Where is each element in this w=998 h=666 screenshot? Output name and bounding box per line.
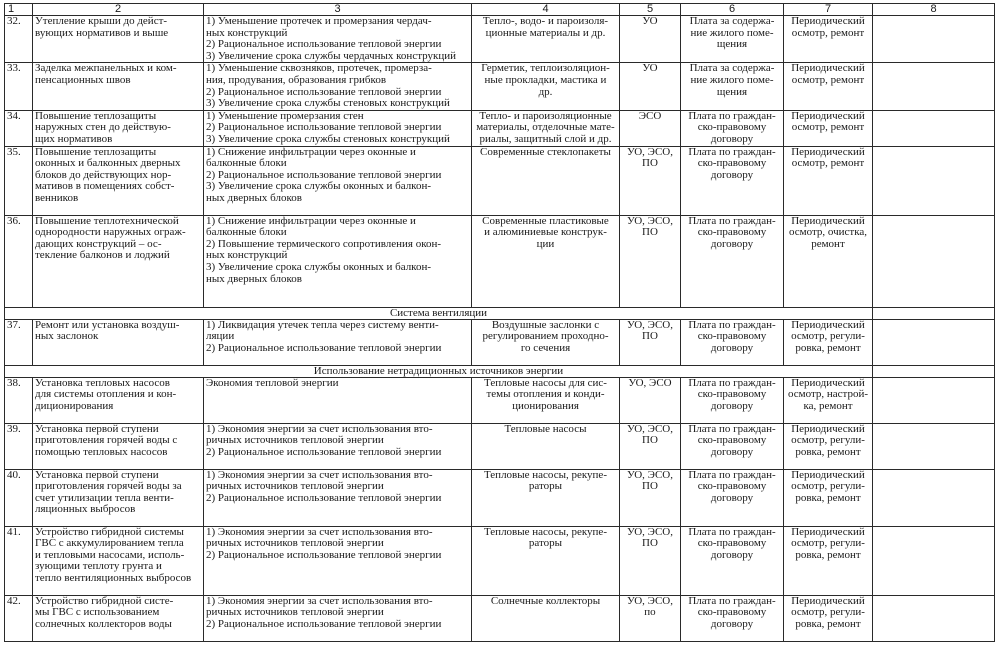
- empty-cell: [873, 595, 995, 641]
- cell-text-line: и алюминиевые конструк-: [484, 226, 607, 239]
- empty-cell: [873, 307, 995, 319]
- cell-text-line: Плата по граждан-: [688, 146, 776, 158]
- cell-text-line: регулированием проходно-: [482, 330, 609, 343]
- funding-source-cell: [681, 469, 784, 526]
- cell-text-line: мы ГВС с использованием: [35, 606, 160, 619]
- cell-text-line: ляционных выбросов: [35, 503, 136, 516]
- materials-cell: [472, 526, 620, 595]
- funding-source-cell: [681, 215, 784, 307]
- executor-cell: [620, 319, 681, 365]
- control-cell: [784, 469, 873, 526]
- cell-text-line: Установка первой ступени: [35, 469, 159, 481]
- materials-cell: [472, 319, 620, 365]
- cell-text-line: текление балконов и лоджий: [35, 249, 170, 262]
- cell-text-line: ричных источников тепловой энергии: [206, 537, 384, 550]
- cell-text-line: Периодический: [791, 146, 865, 158]
- cell-text-line: осмотр, очистка,: [788, 226, 868, 239]
- column-number-3: 3: [204, 4, 472, 16]
- empty-cell: [873, 63, 995, 110]
- funding-source-cell: [681, 63, 784, 110]
- cell-text-line: ско-правовому: [697, 434, 767, 447]
- row-number-cell: 33.: [5, 63, 33, 110]
- cell-text-line: ПО: [642, 226, 658, 239]
- cell-text-line: ровка, ремонт: [795, 617, 861, 630]
- materials-cell: [472, 110, 620, 146]
- funding-source-cell: [681, 377, 784, 423]
- materials-cell: [472, 377, 620, 423]
- cell-text-line: раторы: [528, 480, 563, 493]
- cell-text-line: Тепловые насосы: [504, 423, 587, 435]
- cell-text-line: мативов в помещениях собст-: [35, 180, 175, 193]
- cell-text-line: ричных источников тепловой энергии: [206, 434, 384, 447]
- cell-text-line: ние жилого поме-: [690, 73, 774, 86]
- cell-text-line: Тепло- и пароизоляционные: [479, 110, 612, 122]
- row-number-cell: 32.: [5, 16, 33, 63]
- cell-text-line: Плата по граждан-: [688, 319, 776, 331]
- cell-text-line: Периодический: [791, 595, 865, 607]
- cell-text-line: 2) Рациональное использование тепловой энергии: [206, 491, 442, 504]
- control-cell: [784, 423, 873, 469]
- work-description-cell: [33, 377, 204, 423]
- cell-text-line: Тепло-, водо- и пароизоля-: [482, 15, 609, 27]
- effect-cell: [204, 595, 472, 641]
- cell-text-line: Повышение теплотехнической: [35, 215, 179, 227]
- cell-text-line: однородности наружных ограж-: [35, 226, 186, 239]
- effect-cell: [204, 63, 472, 110]
- cell-text-line: УО, ЭСО: [628, 377, 672, 389]
- cell-text-line: Герметик, теплоизоляцион-: [481, 62, 610, 75]
- cell-text-line: Периодический: [791, 526, 865, 538]
- cell-text-line: договору: [710, 445, 754, 458]
- cell-text-line: Ремонт или установка воздуш-: [35, 319, 180, 331]
- cell-text-line: договору: [710, 491, 754, 504]
- cell-text-line: Тепловые насосы, рекупе-: [484, 469, 607, 481]
- executor-cell: [620, 215, 681, 307]
- cell-text-line: го сечения: [520, 341, 571, 354]
- control-cell: [784, 526, 873, 595]
- cell-text-line: 1) Уменьшение протечек и промерзания чердач-: [206, 15, 432, 27]
- executor-cell: [620, 377, 681, 423]
- cell-text-line: ровка, ремонт: [795, 341, 861, 354]
- cell-text-line: ремонт: [811, 237, 845, 250]
- cell-text-line: Плата по граждан-: [688, 526, 776, 538]
- column-number-8: 8: [873, 4, 995, 16]
- cell-text-line: балконные блоки: [206, 157, 287, 170]
- cell-text-line: др.: [538, 85, 553, 98]
- cell-text-line: 2) Повышение термического сопротивления окон-: [206, 237, 442, 250]
- cell-text-line: Периодический: [791, 319, 865, 331]
- control-cell: [784, 16, 873, 63]
- cell-text-line: 2) Рациональное использование тепловой энергии: [206, 341, 442, 354]
- work-description-cell: [33, 469, 204, 526]
- empty-cell: [873, 365, 995, 377]
- cell-text-line: зующими теплоту грунта и: [35, 560, 162, 573]
- cell-text-line: темы отопления и конди-: [486, 388, 605, 401]
- materials-cell: [472, 146, 620, 215]
- cell-text-line: щения: [716, 85, 748, 98]
- control-cell: [784, 377, 873, 423]
- cell-text-line: ричных источников тепловой энергии: [206, 606, 384, 619]
- cell-text-line: Периодический: [791, 110, 865, 122]
- cell-text-line: осмотр, регули-: [791, 480, 865, 493]
- cell-text-line: Установка тепловых насосов: [35, 377, 170, 389]
- empty-cell: [873, 110, 995, 146]
- cell-text-line: помощью тепловых насосов: [35, 445, 168, 458]
- cell-text-line: ско-правовому: [697, 388, 767, 401]
- cell-text-line: 2) Рациональное использование тепловой энергии: [206, 38, 442, 51]
- cell-text-line: дающих конструкций – ос-: [35, 237, 162, 250]
- materials-cell: [472, 63, 620, 110]
- cell-text-line: ЭСО: [638, 110, 662, 122]
- cell-text-line: договору: [710, 548, 754, 561]
- table-row: [5, 377, 995, 423]
- empty-cell: [873, 423, 995, 469]
- cell-text-line: ния, продувания, образования грибков: [206, 73, 387, 86]
- cell-text-line: договору: [710, 237, 754, 250]
- cell-text-line: ГВС с аккумулированием тепла: [35, 537, 184, 550]
- cell-text-line: осмотр, ремонт: [791, 157, 865, 170]
- cell-text-line: Периодический: [791, 423, 865, 435]
- control-cell: [784, 110, 873, 146]
- effect-cell: [204, 16, 472, 63]
- cell-text-line: осмотр, регули-: [791, 434, 865, 447]
- cell-text-line: 1) Экономия энергии за счет использования вто-: [206, 469, 433, 481]
- funding-source-cell: [681, 319, 784, 365]
- cell-text-line: Установка первой ступени: [35, 423, 159, 435]
- cell-text-line: ско-правовому: [697, 480, 767, 493]
- empty-cell: [873, 469, 995, 526]
- cell-text-line: Периодический: [791, 469, 865, 481]
- cell-text-line: ПО: [642, 537, 658, 550]
- empty-cell: [873, 319, 995, 365]
- cell-text-line: Повышение теплозащиты: [35, 110, 157, 122]
- cell-text-line: договору: [710, 341, 754, 354]
- cell-text-line: и тепловыми насосами, исполь-: [35, 548, 185, 561]
- cell-text-line: ции: [536, 237, 555, 250]
- work-description-cell: [33, 319, 204, 365]
- cell-text-line: 3) Увеличение срока службы чердачных конструкций: [206, 49, 457, 62]
- cell-text-line: ровка, ремонт: [795, 445, 861, 458]
- cell-text-line: 2) Рациональное использование тепловой энергии: [206, 548, 442, 561]
- column-number-1: 1: [5, 4, 33, 16]
- effect-cell: [204, 526, 472, 595]
- cell-text-line: приготовления горячей воды с: [35, 434, 178, 447]
- cell-text-line: ных дверных блоков: [206, 272, 302, 285]
- executor-cell: [620, 63, 681, 110]
- cell-text-line: вующих нормативов и выше: [35, 26, 169, 39]
- cell-text-line: Периодический: [791, 62, 865, 75]
- executor-cell: [620, 469, 681, 526]
- cell-text-line: по: [644, 606, 656, 619]
- cell-text-line: 2) Рациональное использование тепловой энергии: [206, 121, 442, 134]
- row-number-cell: 39.: [5, 423, 33, 469]
- cell-text-line: 3) Увеличение срока службы оконных и балкон-: [206, 260, 432, 273]
- cell-text-line: ных конструкций: [206, 26, 288, 39]
- cell-text-line: осмотр, ремонт: [791, 121, 865, 134]
- cell-text-line: ка, ремонт: [803, 399, 853, 412]
- cell-text-line: УО, ЭСО,: [627, 595, 673, 607]
- cell-text-line: блоков до действующих нор-: [35, 168, 172, 181]
- cell-text-line: ных заслонок: [35, 330, 99, 343]
- section-title: Система вентиляции: [5, 307, 873, 319]
- materials-cell: [472, 423, 620, 469]
- cell-text-line: Плата за содержа-: [689, 62, 775, 75]
- cell-text-line: УО, ЭСО,: [627, 215, 673, 227]
- table-row: [5, 146, 995, 215]
- cell-text-line: договору: [710, 399, 754, 412]
- cell-text-line: осмотр, ремонт: [791, 26, 865, 39]
- cell-text-line: диционирования: [35, 399, 114, 412]
- table-row: [5, 215, 995, 307]
- executor-cell: [620, 16, 681, 63]
- empty-cell: [873, 377, 995, 423]
- work-description-cell: [33, 526, 204, 595]
- cell-text-line: солнечных коллекторов воды: [35, 617, 172, 630]
- cell-text-line: 3) Увеличение срока службы оконных и балкон-: [206, 180, 432, 193]
- cell-text-line: Плата по граждан-: [688, 423, 776, 435]
- column-number-2: 2: [33, 4, 204, 16]
- executor-cell: [620, 595, 681, 641]
- cell-text-line: ричных источников тепловой энергии: [206, 480, 384, 493]
- work-description-cell: [33, 595, 204, 641]
- cell-text-line: оконных и балконных дверных: [35, 157, 181, 170]
- cell-text-line: Плата за содержа-: [689, 15, 775, 27]
- measures-table: [4, 3, 995, 642]
- cell-text-line: наружных стен до действую-: [35, 121, 171, 134]
- row-number-cell: 36.: [5, 215, 33, 307]
- cell-text-line: ПО: [642, 330, 658, 343]
- control-cell: [784, 595, 873, 641]
- table-row: [5, 595, 995, 641]
- cell-text-line: Периодический: [791, 215, 865, 227]
- effect-cell: [204, 110, 472, 146]
- table-row: [5, 526, 995, 595]
- row-number-cell: 37.: [5, 319, 33, 365]
- effect-cell: [204, 146, 472, 215]
- cell-text-line: ных конструкций: [206, 249, 288, 262]
- cell-text-line: осмотр, регули-: [791, 537, 865, 550]
- table-row: [5, 110, 995, 146]
- control-cell: [784, 215, 873, 307]
- funding-source-cell: [681, 423, 784, 469]
- cell-text-line: УО, ЭСО,: [627, 319, 673, 331]
- table-row: [5, 469, 995, 526]
- cell-text-line: ционные материалы и др.: [485, 26, 606, 39]
- effect-cell: [204, 469, 472, 526]
- executor-cell: [620, 146, 681, 215]
- work-description-cell: [33, 423, 204, 469]
- materials-cell: [472, 215, 620, 307]
- cell-text-line: договору: [710, 617, 754, 630]
- cell-text-line: ПО: [642, 157, 658, 170]
- cell-text-line: Воздушные заслонки с: [491, 319, 600, 331]
- cell-text-line: осмотр, регули-: [791, 330, 865, 343]
- cell-text-line: тепло вентиляционных выбросов: [35, 571, 192, 584]
- cell-text-line: 2) Рациональное использование тепловой энергии: [206, 168, 442, 181]
- cell-text-line: Тепловые насосы для сис-: [484, 377, 607, 389]
- cell-text-line: материалы, отделочные мате-: [476, 121, 615, 134]
- cell-text-line: 1) Экономия энергии за счет использования вто-: [206, 423, 433, 435]
- funding-source-cell: [681, 16, 784, 63]
- column-number-row: [5, 4, 995, 16]
- effect-cell: [204, 319, 472, 365]
- cell-text-line: ляции: [206, 330, 235, 343]
- cell-text-line: 1) Снижение инфильтрации через оконные и: [206, 146, 416, 158]
- control-cell: [784, 319, 873, 365]
- row-number-cell: 41.: [5, 526, 33, 595]
- effect-cell: [204, 377, 472, 423]
- cell-text-line: ПО: [642, 480, 658, 493]
- control-cell: [784, 146, 873, 215]
- work-description-cell: [33, 110, 204, 146]
- work-description-cell: [33, 215, 204, 307]
- cell-text-line: Утепление крыши до дейст-: [35, 15, 168, 27]
- cell-text-line: ско-правовому: [697, 121, 767, 134]
- cell-text-line: Устройство гибридной систе-: [35, 595, 174, 607]
- cell-text-line: ные прокладки, мастика и: [484, 73, 607, 86]
- cell-text-line: Повышение теплозащиты: [35, 146, 157, 158]
- cell-text-line: щения: [716, 38, 748, 51]
- cell-text-line: договору: [710, 168, 754, 181]
- work-description-cell: [33, 63, 204, 110]
- cell-text-line: 1) Снижение инфильтрации через оконные и: [206, 215, 416, 227]
- cell-text-line: Экономия тепловой энергии: [206, 377, 339, 389]
- cell-text-line: венников: [35, 191, 79, 204]
- row-number-cell: 35.: [5, 146, 33, 215]
- cell-text-line: ско-правовому: [697, 537, 767, 550]
- cell-text-line: ровка, ремонт: [795, 548, 861, 561]
- cell-text-line: щих нормативов: [35, 132, 113, 145]
- cell-text-line: осмотр, ремонт: [791, 73, 865, 86]
- cell-text-line: для системы отопления и кон-: [35, 388, 177, 401]
- empty-cell: [873, 215, 995, 307]
- row-number-cell: 40.: [5, 469, 33, 526]
- cell-text-line: приготовления горячей воды за: [35, 480, 182, 493]
- cell-text-line: ных дверных блоков: [206, 191, 302, 204]
- empty-cell: [873, 146, 995, 215]
- funding-source-cell: [681, 526, 784, 595]
- cell-text-line: Тепловые насосы, рекупе-: [484, 526, 607, 538]
- cell-text-line: счет утилизации тепла венти-: [35, 491, 174, 504]
- cell-text-line: осмотр, настрой-: [787, 388, 869, 401]
- section-header-ventilation: [5, 307, 995, 319]
- column-number-7: 7: [784, 4, 873, 16]
- cell-text-line: 2) Рациональное использование тепловой энергии: [206, 445, 442, 458]
- cell-text-line: Современные стеклопакеты: [480, 146, 611, 158]
- effect-cell: [204, 215, 472, 307]
- funding-source-cell: [681, 595, 784, 641]
- cell-text-line: раторы: [528, 537, 563, 550]
- cell-text-line: 3) Увеличение срока службы стеновых конструкций: [206, 132, 450, 145]
- cell-text-line: Плата по граждан-: [688, 377, 776, 389]
- funding-source-cell: [681, 110, 784, 146]
- cell-text-line: УО, ЭСО,: [627, 423, 673, 435]
- cell-text-line: ровка, ремонт: [795, 491, 861, 504]
- table-row: [5, 319, 995, 365]
- cell-text-line: Периодический: [791, 15, 865, 27]
- cell-text-line: Устройство гибридной системы: [35, 526, 184, 538]
- cell-text-line: пенсационных швов: [35, 73, 131, 86]
- cell-text-line: Солнечные коллекторы: [490, 595, 601, 607]
- cell-text-line: 1) Уменьшение промерзания стен: [206, 110, 364, 122]
- section-header-alternative-energy: [5, 365, 995, 377]
- cell-text-line: ПО: [642, 434, 658, 447]
- cell-text-line: Плата по граждан-: [688, 595, 776, 607]
- cell-text-line: ско-правовому: [697, 226, 767, 239]
- cell-text-line: Заделка межпанельных и ком-: [35, 62, 177, 75]
- cell-text-line: Плата по граждан-: [688, 110, 776, 122]
- empty-cell: [873, 16, 995, 63]
- effect-cell: [204, 423, 472, 469]
- cell-text-line: ско-правовому: [697, 606, 767, 619]
- section-title: Использование нетрадиционных источников энергии: [5, 365, 873, 377]
- materials-cell: [472, 16, 620, 63]
- cell-text-line: 2) Рациональное использование тепловой энергии: [206, 85, 442, 98]
- cell-text-line: 1) Уменьшение сквозняков, протечек, промерза-: [206, 62, 432, 75]
- cell-text-line: риалы, защитный слой и др.: [479, 132, 612, 145]
- cell-text-line: 2) Рациональное использование тепловой энергии: [206, 617, 442, 630]
- materials-cell: [472, 595, 620, 641]
- table-row: [5, 63, 995, 110]
- cell-text-line: ско-правовому: [697, 157, 767, 170]
- table-row: [5, 16, 995, 63]
- cell-text-line: УО, ЭСО,: [627, 526, 673, 538]
- cell-text-line: УО, ЭСО,: [627, 146, 673, 158]
- funding-source-cell: [681, 146, 784, 215]
- column-number-5: 5: [620, 4, 681, 16]
- cell-text-line: договору: [710, 132, 754, 145]
- cell-text-line: УО: [642, 15, 658, 27]
- cell-text-line: 3) Увеличение срока службы стеновых конструкций: [206, 97, 450, 110]
- materials-cell: [472, 469, 620, 526]
- cell-text-line: 1) Экономия энергии за счет использования вто-: [206, 595, 433, 607]
- column-number-6: 6: [681, 4, 784, 16]
- cell-text-line: Плата по граждан-: [688, 469, 776, 481]
- empty-cell: [873, 526, 995, 595]
- executor-cell: [620, 423, 681, 469]
- cell-text-line: Плата по граждан-: [688, 215, 776, 227]
- cell-text-line: ние жилого поме-: [690, 26, 774, 39]
- column-number-4: 4: [472, 4, 620, 16]
- cell-text-line: 1) Ликвидация утечек тепла через систему венти-: [206, 319, 439, 331]
- cell-text-line: осмотр, регули-: [791, 606, 865, 619]
- cell-text-line: балконные блоки: [206, 226, 287, 239]
- cell-text-line: ционирования: [512, 399, 579, 412]
- cell-text-line: УО: [642, 62, 658, 75]
- row-number-cell: 42.: [5, 595, 33, 641]
- cell-text-line: 1) Экономия энергии за счет использования вто-: [206, 526, 433, 538]
- cell-text-line: УО, ЭСО,: [627, 469, 673, 481]
- row-number-cell: 38.: [5, 377, 33, 423]
- cell-text-line: ско-правовому: [697, 330, 767, 343]
- row-number-cell: 34.: [5, 110, 33, 146]
- work-description-cell: [33, 146, 204, 215]
- table-row: [5, 423, 995, 469]
- executor-cell: [620, 526, 681, 595]
- work-description-cell: [33, 16, 204, 63]
- cell-text-line: Современные пластиковые: [482, 215, 609, 227]
- executor-cell: [620, 110, 681, 146]
- cell-text-line: Периодический: [791, 377, 865, 389]
- control-cell: [784, 63, 873, 110]
